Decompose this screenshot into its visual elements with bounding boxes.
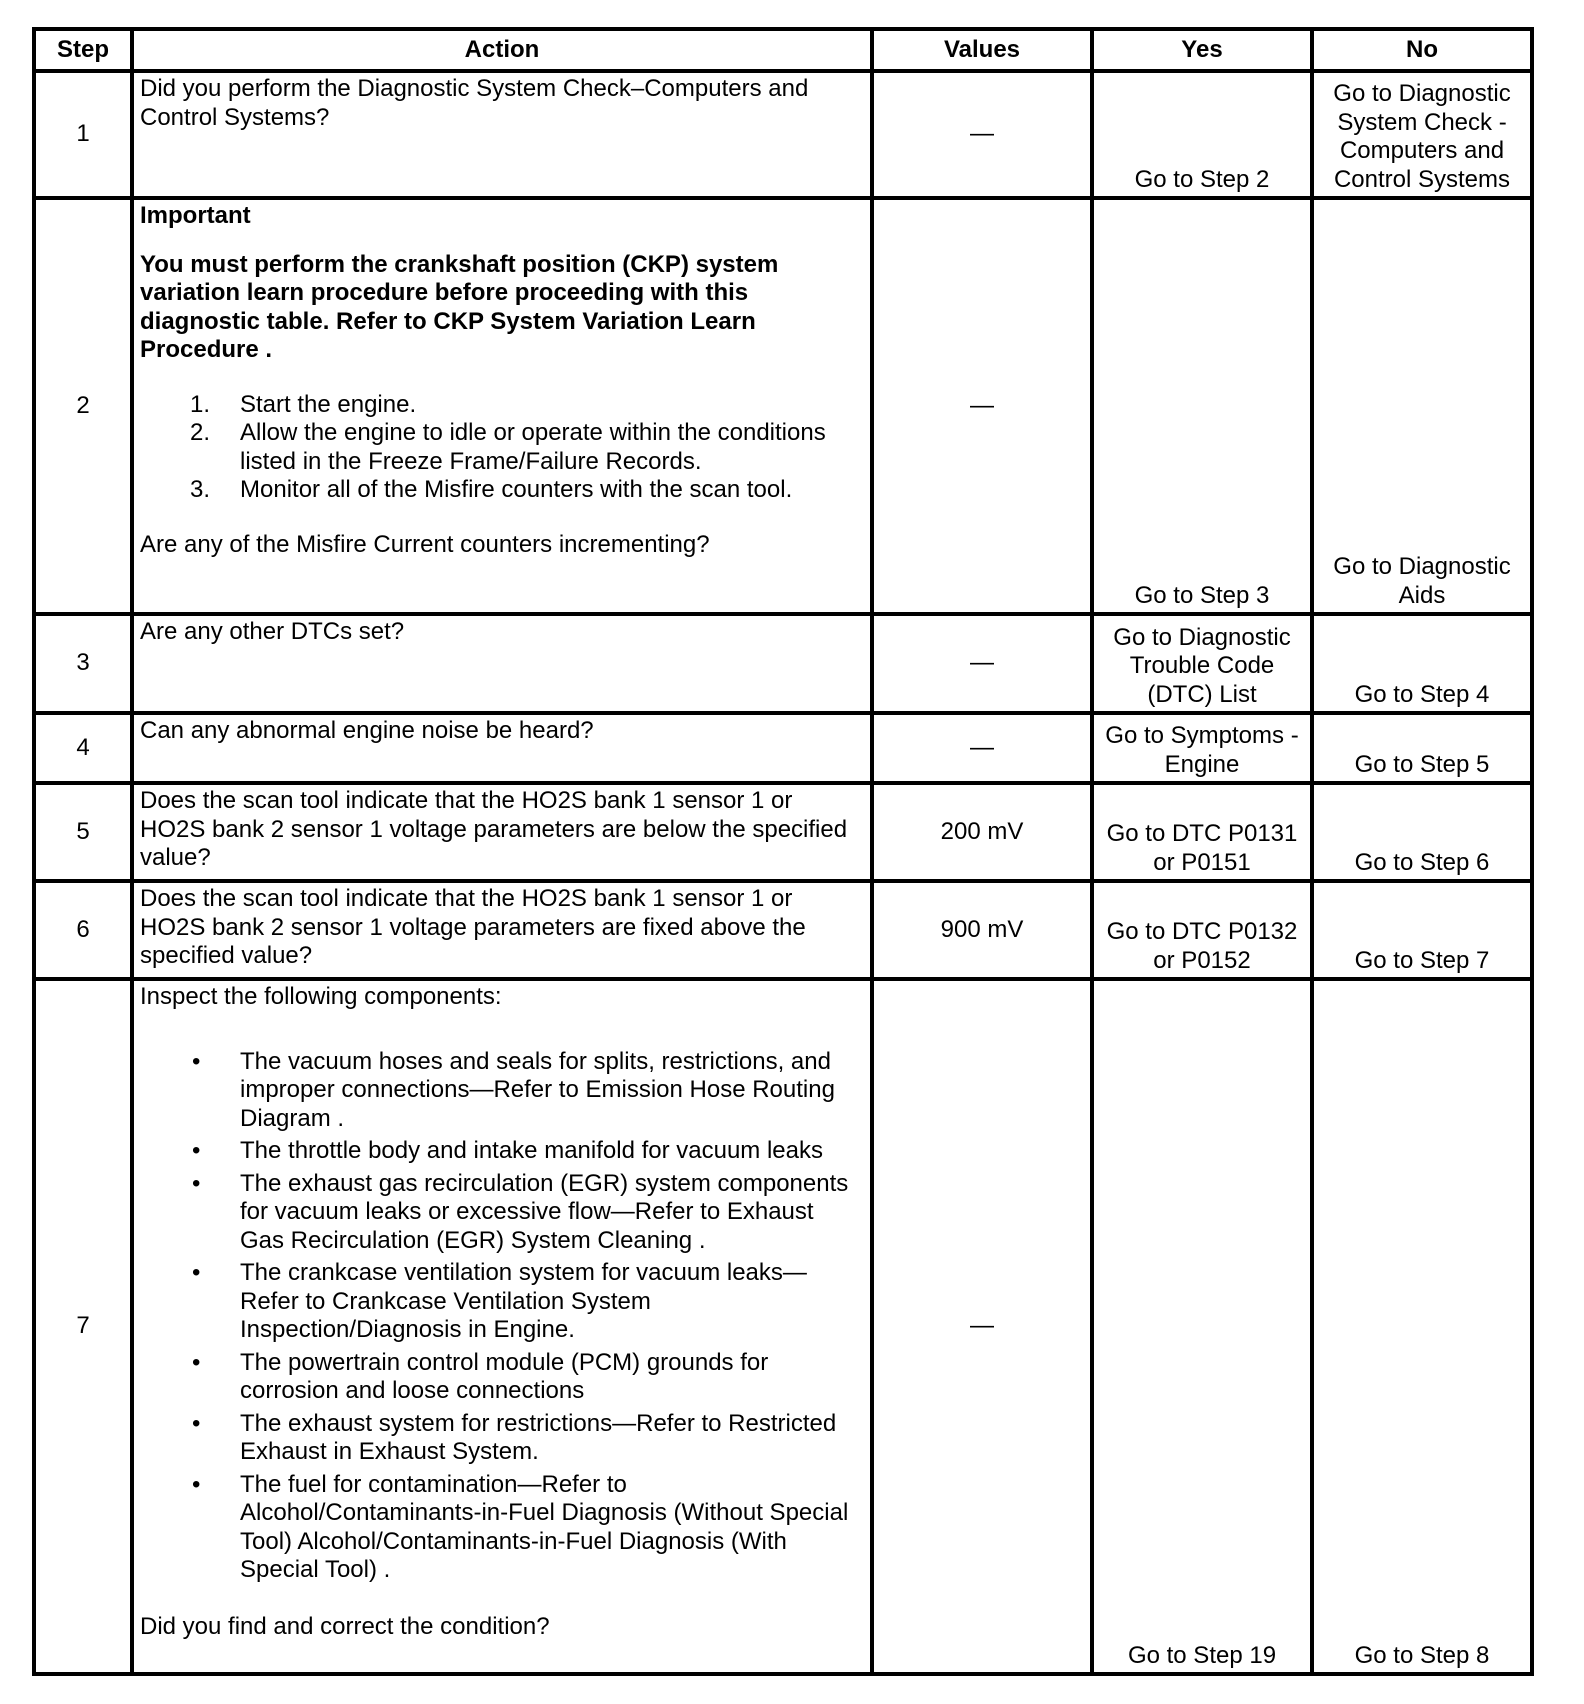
action-question: Are any of the Misfire Current counters incrementing? [140,530,710,558]
header-yes: Yes [1092,29,1312,71]
table-row [34,881,1532,979]
diagnostic-table [32,27,1534,1676]
component-list [140,1048,862,1585]
table-row [34,71,1532,198]
step-number: 4 [34,713,132,783]
value-cell: — [872,713,1092,783]
action-question: Did you perform the Diagnostic System Check–Computers and Control Systems? [140,75,809,131]
bullet-text: The vacuum hoses and seals for splits, restrictions, and improper connections—Refer to Emission Hose Routing Diagram . [240,1047,835,1132]
list-item [140,1170,862,1256]
table-row [34,614,1532,713]
no-cell: Go to Step 8 [1312,979,1532,1674]
action-question: Does the scan tool indicate that the HO2S bank 1 sensor 1 or HO2S bank 2 sensor 1 voltage parameters are below the specified value? [140,787,848,871]
procedure-steps [140,391,862,505]
list-item [140,476,862,505]
bullet-icon: • [192,1169,201,1197]
list-item [140,1259,862,1345]
bullet-icon: • [192,1259,201,1286]
step-number: 1 [34,71,132,198]
no-cell: Go to Diagnostic Aids [1312,198,1532,614]
bullet-text: The throttle body and intake manifold for vacuum leaks [240,1137,823,1164]
step-text: Start the engine. [240,390,417,418]
no-cell: Go to Step 5 [1312,713,1532,783]
step-number: 3 [34,614,132,713]
table-row [34,198,1532,614]
table-row [34,783,1532,881]
yes-cell: Go to Step 19 [1092,979,1312,1674]
bullet-icon: • [192,1348,201,1376]
bullet-icon: • [192,1047,201,1075]
yes-cell: Go to DTC P0131 or P0151 [1092,783,1312,881]
list-item [140,1349,862,1406]
value-cell: — [872,71,1092,198]
step-index: 3. [190,476,211,503]
header-values: Values [872,29,1092,71]
action-question: Did you find and correct the condition? [140,1612,550,1640]
action-cell [132,614,872,713]
yes-cell: Go to DTC P0132 or P0152 [1092,881,1312,979]
important-heading: Important [140,202,251,229]
header-action: Action [132,29,872,71]
bullet-icon: • [192,1470,201,1498]
bullet-icon: • [192,1137,201,1164]
header-row [34,29,1532,71]
important-text: You must perform the crankshaft position (CKP) system variation learn procedure before proceeding with this diagnostic table. Refer to CKP System Variation Learn Procedure . [140,250,779,363]
step-index: 2. [190,419,211,446]
action-cell [132,881,872,979]
header-no: No [1312,29,1532,71]
header-step: Step [34,29,132,71]
bullet-text: The fuel for contamination—Refer to Alcohol/Contaminants-in-Fuel Diagnosis (Without Special Tool) Alcohol/Contaminants-in-Fuel Diagnosis (With Special Tool) . [240,1470,849,1583]
action-question: Are any other DTCs set? [140,618,405,645]
action-cell [132,979,872,1674]
bullet-icon: • [192,1409,201,1437]
no-cell: Go to Step 4 [1312,614,1532,713]
action-intro: Inspect the following components: [140,983,502,1010]
no-cell: Go to Step 6 [1312,783,1532,881]
step-number: 7 [34,979,132,1674]
value-cell: — [872,198,1092,614]
list-item [140,1471,862,1585]
list-item [140,1137,862,1166]
bullet-text: The exhaust gas recirculation (EGR) system components for vacuum leaks or excessive flow—Refer to Exhaust Gas Recirculation (EGR) System Cleaning . [240,1169,849,1254]
list-item [140,419,862,476]
step-number: 5 [34,783,132,881]
no-cell: Go to Step 7 [1312,881,1532,979]
action-cell [132,71,872,198]
step-number: 6 [34,881,132,979]
list-item [140,1048,862,1134]
list-item [140,391,862,420]
table-row [34,979,1532,1674]
action-cell [132,198,872,614]
step-text: Monitor all of the Misfire counters with the scan tool. [240,476,793,503]
table-row [34,713,1532,783]
step-text: Allow the engine to idle or operate within the conditions listed in the Freeze Frame/Failure Records. [240,419,826,475]
action-question: Can any abnormal engine noise be heard? [140,717,594,744]
bullet-text: The exhaust system for restrictions—Refer to Restricted Exhaust in Exhaust System. [240,1409,837,1465]
action-question: Does the scan tool indicate that the HO2S bank 1 sensor 1 or HO2S bank 2 sensor 1 voltage parameters are fixed above the specified value? [140,885,806,969]
step-number: 2 [34,198,132,614]
yes-cell: Go to Step 2 [1092,71,1312,198]
value-cell: 200 mV [872,783,1092,881]
no-cell: Go to Diagnostic System Check - Computers and Control Systems [1312,71,1532,198]
value-cell: — [872,979,1092,1674]
bullet-text: The powertrain control module (PCM) grounds for corrosion and loose connections [240,1348,769,1404]
action-cell [132,783,872,881]
yes-cell: Go to Diagnostic Trouble Code (DTC) List [1092,614,1312,713]
bullet-text: The crankcase ventilation system for vacuum leaks—Refer to Crankcase Ventilation System Inspection/Diagnosis in Engine. [240,1259,807,1343]
yes-cell: Go to Step 3 [1092,198,1312,614]
action-cell [132,713,872,783]
list-item [140,1410,862,1467]
value-cell: — [872,614,1092,713]
value-cell: 900 mV [872,881,1092,979]
yes-cell: Go to Symptoms - Engine [1092,713,1312,783]
step-index: 1. [190,390,211,418]
